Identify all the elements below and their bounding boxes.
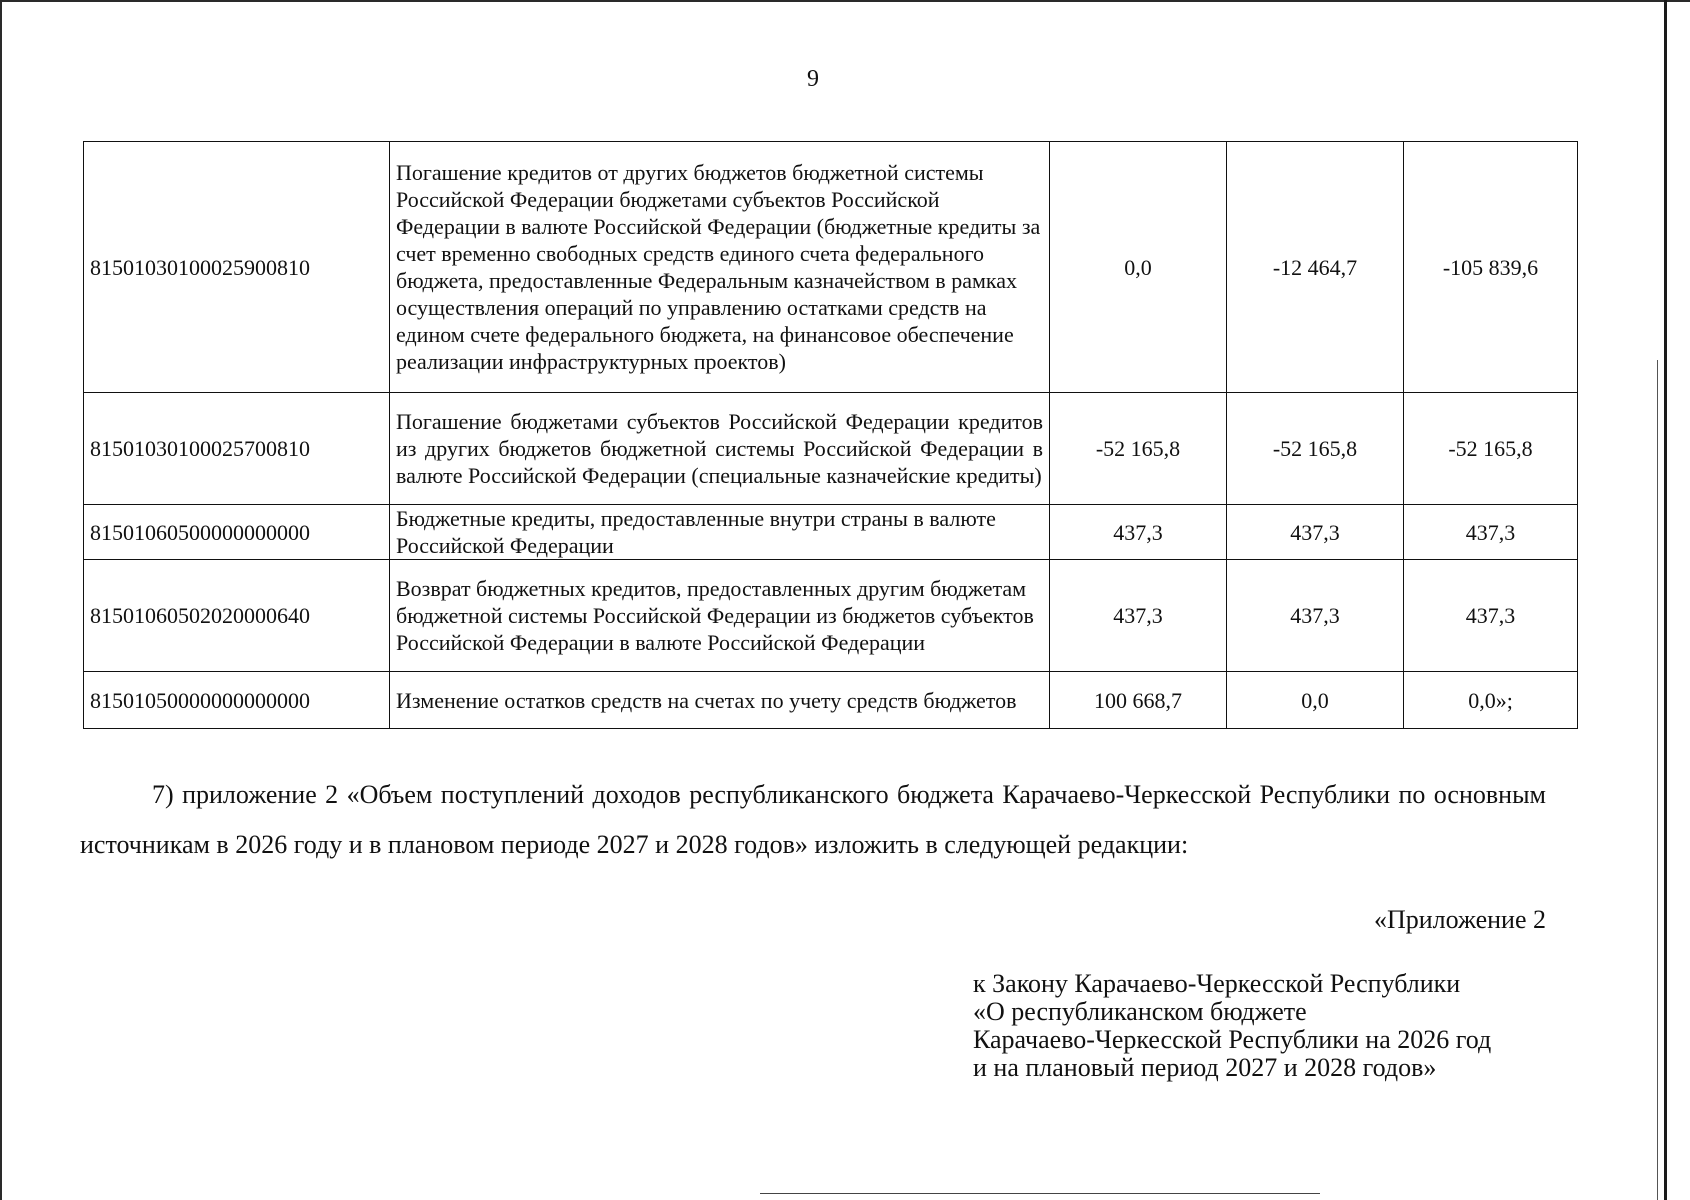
- appendix-subtitle: [973, 970, 1573, 1082]
- budget-name-cell: Возврат бюджетных кредитов, предоставленных другим бюджетам бюджетной системы Российской Федерации из бюджетов субъектов Российской Федерации в валюте Российской Федерации: [390, 560, 1050, 672]
- page-number: 9: [807, 66, 819, 92]
- appendix-subtitle-line: к Закону Карачаево-Черкесской Республики: [973, 969, 1461, 998]
- budget-name-cell: Бюджетные кредиты, предоставленные внутри страны в валюте Российской Федерации: [390, 505, 1050, 560]
- value-2026-cell: 0,0: [1050, 142, 1227, 393]
- amendment-paragraph: 7) приложение 2 «Объем поступлений доходов республиканского бюджета Карачаево-Черкесской Республики по основным источникам в 2026 году и в плановом периоде 2027 и 2028 годов» изложить в следующей редакции:: [80, 780, 1546, 859]
- table-row: [84, 142, 1578, 393]
- appendix-subtitle-line: и на плановый период 2027 и 2028 годов»: [973, 1053, 1437, 1082]
- table-row: [84, 505, 1578, 560]
- value-2028-cell: 437,3: [1404, 505, 1578, 560]
- budget-code-cell: 81501060502020000640: [84, 560, 390, 672]
- budget-name-cell: Изменение остатков средств на счетах по учету средств бюджетов: [390, 672, 1050, 729]
- table-row: [84, 560, 1578, 672]
- value-2026-cell: 437,3: [1050, 560, 1227, 672]
- value-2028-cell: -105 839,6: [1404, 142, 1578, 393]
- appendix-subtitle-line: Карачаево-Черкесской Республики на 2026 год: [973, 1025, 1492, 1054]
- scan-edge-right: [1664, 0, 1667, 1200]
- value-2027-cell: 437,3: [1227, 560, 1404, 672]
- value-2027-cell: -52 165,8: [1227, 393, 1404, 505]
- value-2026-cell: -52 165,8: [1050, 393, 1227, 505]
- budget-code-cell: 81501050000000000000: [84, 672, 390, 729]
- table-row: [84, 393, 1578, 505]
- value-2026-cell: 100 668,7: [1050, 672, 1227, 729]
- scan-edge-right-inner: [1657, 360, 1658, 1200]
- scan-edge-bottom: [760, 1193, 1320, 1194]
- scan-edge-left: [0, 0, 2, 1200]
- value-2027-cell: 0,0: [1227, 672, 1404, 729]
- budget-code-cell: 81501060500000000000: [84, 505, 390, 560]
- budget-sources-table: [83, 141, 1578, 729]
- value-2027-cell: -12 464,7: [1227, 142, 1404, 393]
- appendix-subtitle-line: «О республиканском бюджете: [973, 997, 1307, 1026]
- value-2026-cell: 437,3: [1050, 505, 1227, 560]
- budget-code-cell: 81501030100025700810: [84, 393, 390, 505]
- value-2028-cell: 0,0»;: [1404, 672, 1578, 729]
- budget-name-cell: Погашение кредитов от других бюджетов бюджетной системы Российской Федерации бюджетами субъектов Российской Федерации в валюте Российской Федерации (бюджетные кредиты за счет временно свободных средств единого счета федерального бюджета, предоставленные Федеральным казначейством в рамках осуществления операций по управлению остатками средств на едином счете федерального бюджета, на финансовое обеспечение реализации инфраструктурных проектов): [390, 142, 1050, 393]
- appendix-title: «Приложение 2: [1373, 905, 1546, 934]
- budget-name-cell: Погашение бюджетами субъектов Российской Федерации кредитов из других бюджетов бюджетной системы Российской Федерации в валюте Российской Федерации (специальные казначейские кредиты): [390, 393, 1050, 505]
- value-2028-cell: -52 165,8: [1404, 393, 1578, 505]
- scan-edge-top: [0, 0, 1690, 2]
- value-2027-cell: 437,3: [1227, 505, 1404, 560]
- budget-code-cell: 81501030100025900810: [84, 142, 390, 393]
- value-2028-cell: 437,3: [1404, 560, 1578, 672]
- table-row: [84, 672, 1578, 729]
